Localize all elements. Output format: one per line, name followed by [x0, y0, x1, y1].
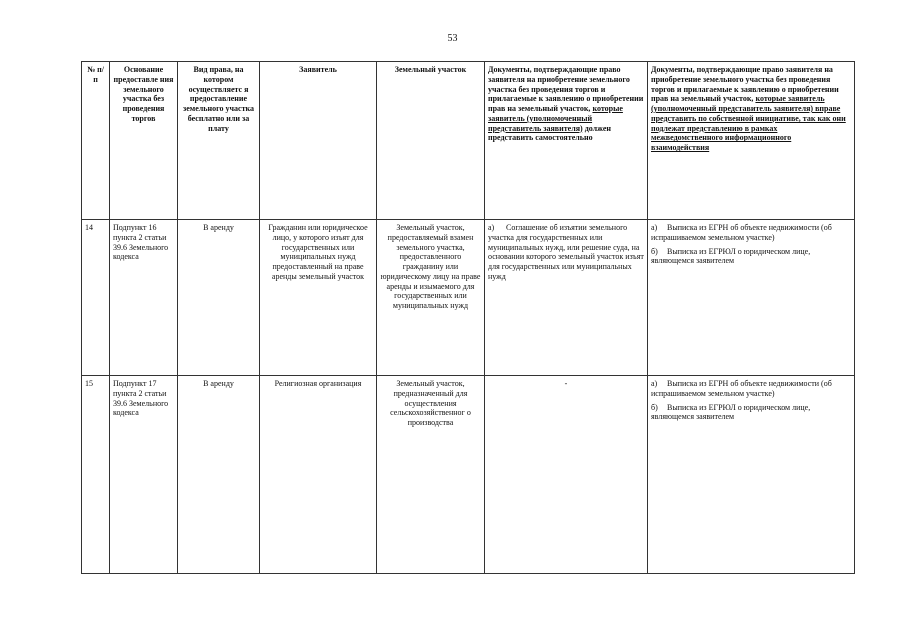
list-item-text: Выписка из ЕГРН об объекте недвижимости (об испрашиваемом земельном участке) — [651, 379, 832, 398]
row-docs-initiative — [648, 376, 855, 574]
header-docs-self-text: Документы, подтверждающие право заявителя на приобретение земельного участка без проведения торгов и прилагаемые к заявлению о приобретении прав на земельный участок, — [488, 65, 644, 113]
row-num: 14 — [82, 220, 110, 376]
list-item-text: Выписка из ЕГРЮЛ о юридическом лице, являющемся заявителем — [651, 402, 811, 422]
header-docs-init-underlined: которые заявитель (уполномоченный представитель заявителя) вправе представить по собственной инициативе, так как они подлежат представлению в рамках межведомственного информационного взаимодействия — [651, 94, 846, 152]
page-number: 53 — [447, 33, 458, 44]
list-marker: а) — [488, 223, 495, 232]
header-num: № п/п — [82, 62, 110, 220]
list-item — [651, 379, 851, 399]
header-land-plot: Земельный участок — [377, 62, 485, 220]
header-docs-initiative — [648, 62, 855, 220]
list-marker: б) — [651, 246, 658, 256]
header-docs-self-underlined: которые заявитель (уполномоченный представитель заявителя) — [488, 104, 623, 133]
row-num: 15 — [82, 376, 110, 574]
row-docs-self: - — [485, 376, 648, 574]
list-item — [651, 223, 851, 243]
row-applicant: Религиозная организация — [260, 376, 377, 574]
row-land-plot: Земельный участок, предоставляемый взамен земельного участка, предоставленного гражданину или юридическому лицу на праве аренды и изымаемого для государственных или муниципальных нужд — [377, 220, 485, 376]
land-rights-table — [81, 61, 855, 574]
row-right-type: В аренду — [178, 220, 260, 376]
row-docs-initiative — [648, 220, 855, 376]
list-item — [488, 223, 644, 282]
list-item-text: Выписка из ЕГРЮЛ о юридическом лице, являющемся заявителем — [651, 246, 811, 266]
row-right-type: В аренду — [178, 376, 260, 574]
row-basis: Подпункт 17 пункта 2 статьи 39.6 Земельного кодекса — [110, 376, 178, 574]
list-item-text: Соглашение об изъятии земельного участка для государственных или муниципальных нужд, или решение суда, на основании которого земельный участок изъят для государственных или муниципальных нужд — [488, 223, 644, 281]
row-land-plot: Земельный участок, предназначенный для осуществления сельскохозяйственног о производства — [377, 376, 485, 574]
list-item — [651, 403, 851, 423]
header-basis: Основание предоставле ния земельного участка без проведения торгов — [110, 62, 178, 220]
header-docs-init-text: Документы, подтверждающие право заявителя на приобретение земельного участка без проведения торгов и прилагаемые к заявлению о приобретении прав на земельный участок, — [651, 65, 839, 104]
header-right-type: Вид права, на котором осуществляетс я предоставление земельного участка бесплатно или за плату — [178, 62, 260, 220]
list-marker: а) — [651, 223, 658, 232]
row-applicant: Гражданин или юридическое лицо, у которого изъят для государственных или муниципальных нужд предоставленный на праве аренды земельный участок — [260, 220, 377, 376]
row-docs-self — [485, 220, 648, 376]
list-item-text: Выписка из ЕГРН об объекте недвижимости (об испрашиваемом земельном участке) — [651, 223, 832, 242]
table-row — [82, 376, 855, 574]
header-applicant: Заявитель — [260, 62, 377, 220]
list-marker: а) — [651, 379, 658, 388]
list-marker: б) — [651, 402, 658, 412]
row-basis: Подпункт 16 пункта 2 статьи 39.6 Земельного кодекса — [110, 220, 178, 376]
table-row — [82, 220, 855, 376]
header-row — [82, 62, 855, 220]
header-docs-self — [485, 62, 648, 220]
list-item — [651, 247, 851, 267]
header-docs-self-tail: должен представить самостоятельно — [488, 123, 611, 143]
